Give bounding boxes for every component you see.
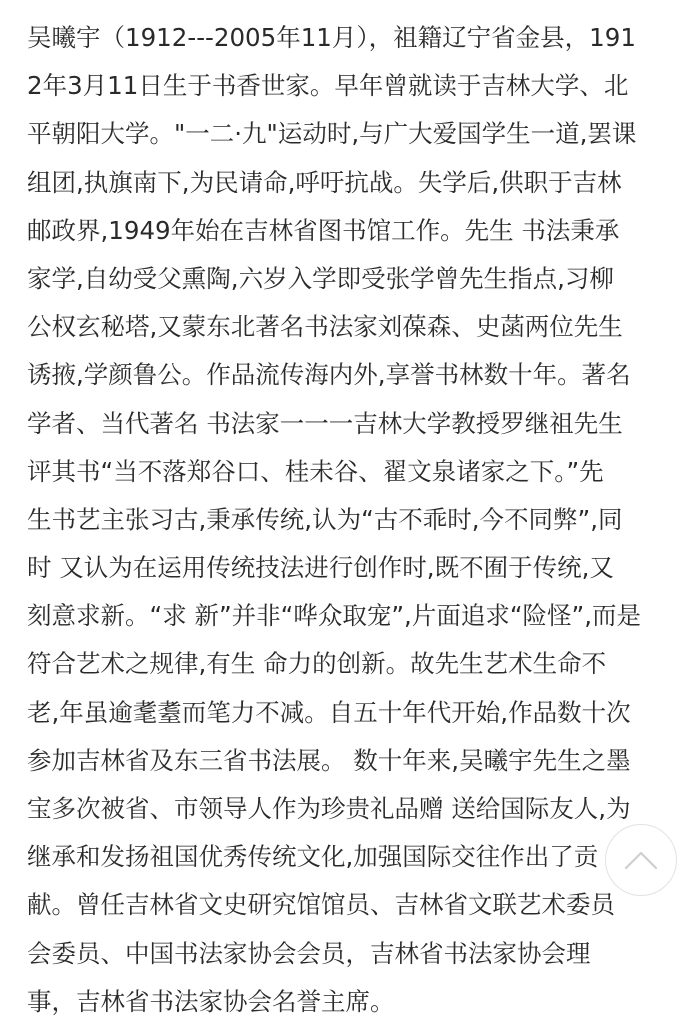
text-line-3: 平朝阳大学。"一二·九"运动时,与广大爱国学生一道,罢课 xyxy=(27,119,637,149)
text-line-20: 会委员、中国书法家协会会员，吉林省书法家协会理 xyxy=(27,938,591,968)
text-line-5: 邮政界,1949年始在吉林省图书馆工作。先生 书法秉承 xyxy=(27,215,620,245)
text-line-6: 家学,自幼受父熏陶,六岁入学即受张学曾先生指点,习柳 xyxy=(27,263,614,293)
chevron-up-icon xyxy=(624,850,658,870)
text-line-16: 参加吉林省及东三省书法展。 数十年来,吴曦宇先生之墨 xyxy=(27,745,631,775)
text-line-17: 宝多次被省、市领导人作为珍贵礼品赠 送给国际友人,为 xyxy=(27,794,631,823)
text-line-4: 组团,执旗南下,为民请命,呼吁抗战。失学后,供职于吉林 xyxy=(27,167,622,197)
text-line-1: 吴曦宇（1912---2005年11月），祖籍辽宁省金县，191 xyxy=(27,23,636,52)
text-line-21: 事，吉林省书法家协会名誉主席。 xyxy=(27,986,395,1016)
text-line-15: 老,年虽逾耄耋而笔力不减。自五十年代开始,作品数十次 xyxy=(27,697,631,727)
text-line-13: 刻意求新。“求 新”并非“哗众取宠”,片面追求“险怪”,而是 xyxy=(27,601,642,631)
text-line-2: 2年3月11日生于书香世家。早年曾就读于吉林大学、北 xyxy=(27,71,629,101)
text-line-14: 符合艺术之规律,有生 命力的创新。故先生艺术生命不 xyxy=(27,649,607,679)
text-line-18: 继承和发扬祖国优秀传统文化,加强国际交往作出了贡 xyxy=(27,842,599,872)
text-line-9: 学者、当代著名 书法家一一一吉林大学教授罗继祖先生 xyxy=(27,408,623,438)
text-line-10: 评其书“当不落郑谷口、桂未谷、翟文泉诸家之下。”先 xyxy=(27,456,604,486)
text-line-7: 公权玄秘塔,又蒙东北著名书法家刘葆森、史菡两位先生 xyxy=(27,312,623,342)
text-line-12: 时 又认为在运用传统技法进行创作时,既不囿于传统,又 xyxy=(27,553,614,583)
text-line-11: 生书艺主张习古,秉承传统,认为“古不乖时,今不同弊”,同 xyxy=(27,504,623,534)
article-body xyxy=(27,14,667,1026)
back-to-top-button[interactable] xyxy=(605,824,677,896)
text-line-8: 诱掖,学颜鲁公。作品流传海内外,享誉书林数十年。著名 xyxy=(27,360,631,390)
text-line-19: 献。曾任吉林省文史研究馆馆员、吉林省文联艺术委员 xyxy=(27,890,615,920)
